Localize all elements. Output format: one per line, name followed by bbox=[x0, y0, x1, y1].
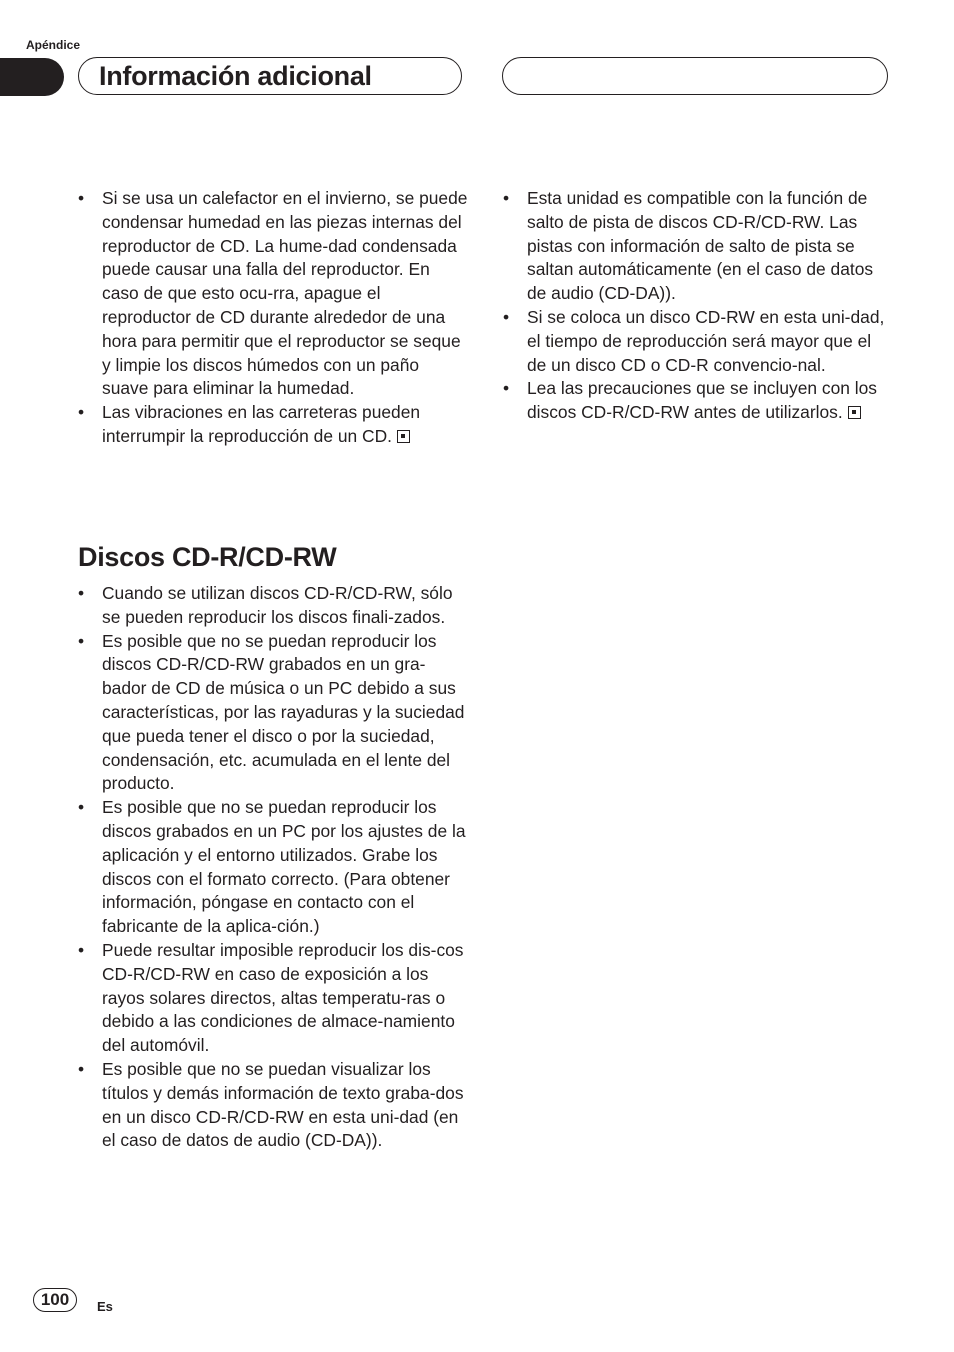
bullet-list-right bbox=[503, 187, 888, 425]
section-tab-marker bbox=[0, 58, 64, 96]
list-item: • Cuando se utilizan discos CD-R/CD-RW, sólo se pueden reproducir los discos finali-zados. bbox=[78, 582, 468, 630]
list-item: • Las vibraciones en las carreteras pueden interrumpir la reproducción de un CD. bbox=[78, 401, 468, 449]
end-of-section-icon bbox=[848, 406, 861, 419]
page-title: Información adicional bbox=[99, 60, 372, 91]
section-label: Apéndice bbox=[26, 38, 81, 52]
bullet-list-cdr bbox=[78, 582, 468, 1153]
end-of-section-icon bbox=[397, 430, 410, 443]
left-column-cdr bbox=[78, 582, 468, 1153]
right-column bbox=[503, 187, 888, 425]
list-item: • Es posible que no se puedan visualizar los títulos y demás información de texto graba-dos en un disco CD-R/CD-RW en esta uni-dad (en el caso de datos de audio (CD-DA)). bbox=[78, 1058, 468, 1153]
list-item: • Si se usa un calefactor en el invierno, se puede condensar humedad en las piezas internas del reproductor de CD. La hume-dad condensada puede causar una falla del reproductor. En caso de que esto ocu-rra, apague el reproductor de CD durante alrededor de una hora para permitir que el reproductor se seque y limpie los discos húmedos con un paño suave para eliminar la humedad. bbox=[78, 187, 468, 401]
list-item: • Si se coloca un disco CD-RW en esta uni-dad, el tiempo de reproducción será mayor que el de un disco CD o CD-R convencio-nal. bbox=[503, 306, 888, 377]
list-item: • Es posible que no se puedan reproducir los discos CD-R/CD-RW grabados en un gra-bador de CD de música o un PC debido a sus características, por las rayaduras y la suciedad que pueda tener el disco o por la suciedad, condensación, etc. acumulada en el lente del producto. bbox=[78, 630, 468, 797]
list-item: • Lea las precauciones que se incluyen con los discos CD-R/CD-RW antes de utilizarlos. bbox=[503, 377, 888, 425]
list-item: • Esta unidad es compatible con la función de salto de pista de discos CD-R/CD-RW. Las pistas con información de salto de pista se saltan automáticamente (en el caso de datos de audio (CD-DA)). bbox=[503, 187, 888, 306]
list-item: • Puede resultar imposible reproducir los dis-cos CD-R/CD-RW en caso de exposición a los rayos solares directos, altas temperatu-ras o debido a las condiciones de almace-namiento del automóvil. bbox=[78, 939, 468, 1058]
language-code: Es bbox=[97, 1299, 113, 1314]
empty-header-box bbox=[502, 57, 888, 95]
page-number: 100 bbox=[33, 1288, 77, 1312]
left-column-top bbox=[78, 187, 468, 449]
bullet-list-top bbox=[78, 187, 468, 449]
section-heading: Discos CD-R/CD-RW bbox=[78, 542, 337, 572]
page-title-box bbox=[78, 57, 462, 95]
list-item: • Es posible que no se puedan reproducir los discos grabados en un PC por los ajustes de la aplicación y el entorno utilizados. Grabe los discos con el formato correcto. (Para obtener información, póngase en contacto con el fabricante de la aplica-ción.) bbox=[78, 796, 468, 939]
